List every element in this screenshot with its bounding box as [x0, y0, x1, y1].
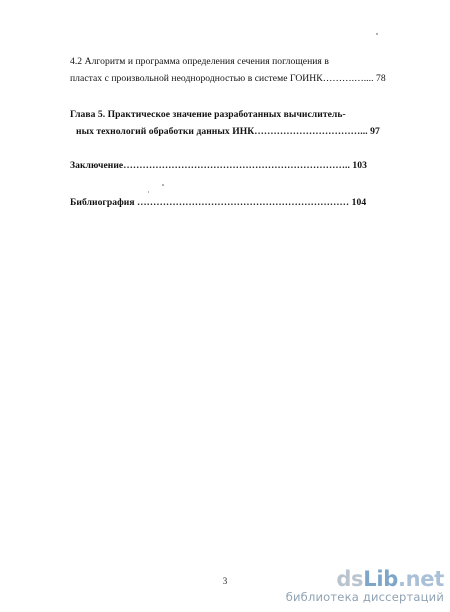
logo-brand	[286, 568, 444, 590]
toc-entry-bibliography: Библиография ………………………………………………………… 104	[70, 197, 367, 208]
toc-entry-conclusion: Заключение…………………………………………………………….. 103	[70, 160, 367, 171]
toc-entry-chapter-5-line1: Глава 5. Практическое значение разработанных вычислитель-	[70, 109, 346, 120]
logo-lib: Lib	[363, 567, 398, 591]
logo-ds: ds	[336, 567, 364, 591]
scan-speck	[148, 191, 149, 193]
toc-entry-4-2-line1: 4.2 Алгоритм и программа определения сечения поглощения в	[70, 56, 329, 67]
scan-speck	[376, 33, 378, 35]
dslib-watermark-logo	[286, 568, 444, 604]
logo-net: .net	[397, 567, 444, 591]
page-number: 3	[222, 576, 228, 586]
toc-entry-chapter-5-line2: ных технологий обработки данных ИНК……………………………... 97	[76, 126, 380, 137]
toc-entry-4-2-line2: пластах с произвольной неоднородностью в системе ГОИНК……….….... 78	[70, 73, 386, 84]
scan-speck	[162, 184, 164, 186]
logo-subtitle: библиотека диссертаций	[285, 590, 444, 604]
